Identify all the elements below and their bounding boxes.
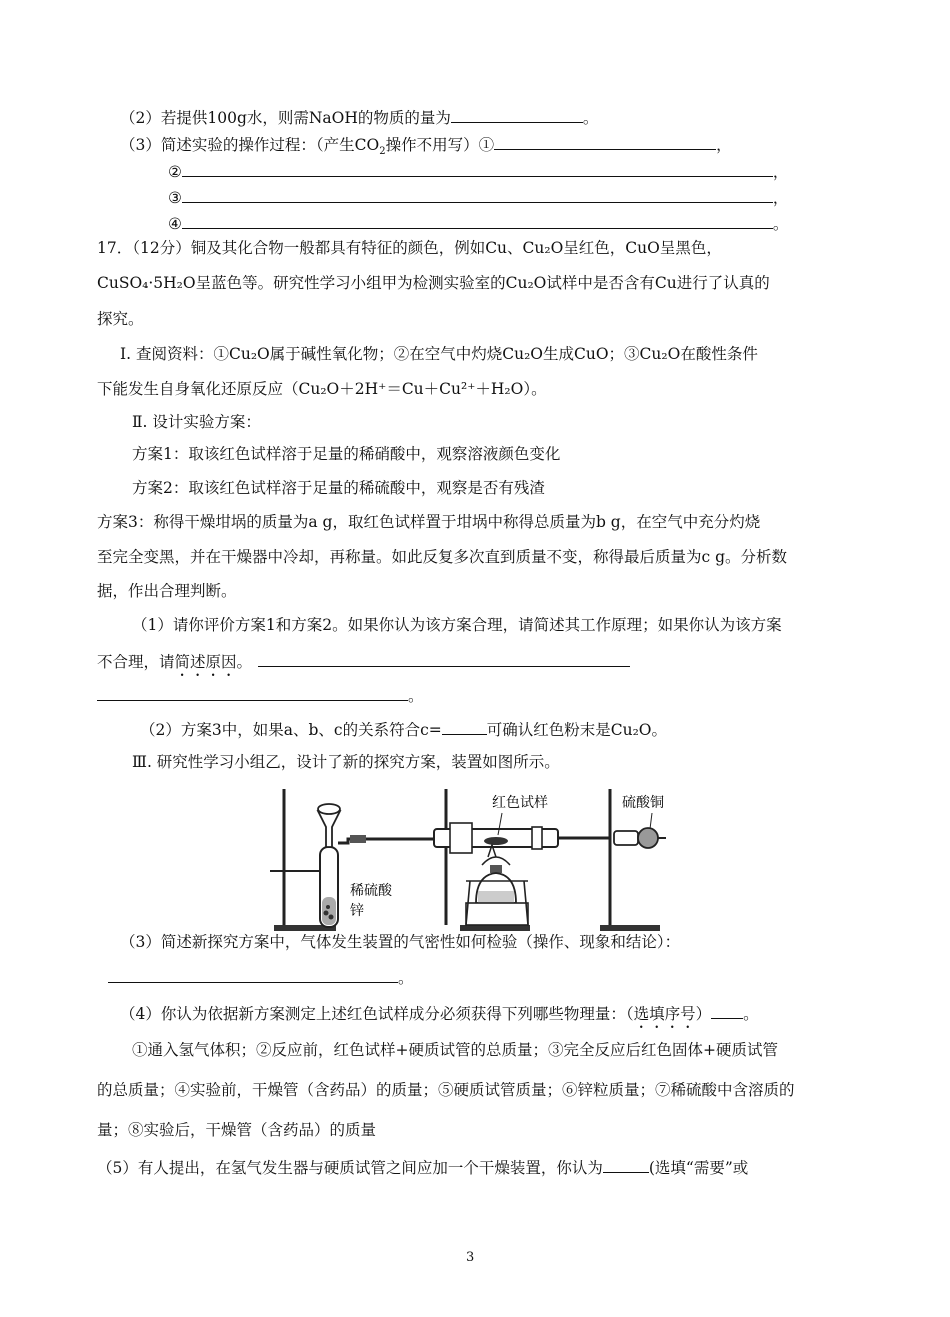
lamp-stand	[466, 903, 528, 925]
q17-section2-heading: Ⅱ. 设计实验方案：	[132, 413, 261, 431]
q17-plan3-line3: 据，作出合理判断。	[97, 582, 237, 600]
step-end: ，	[772, 163, 789, 181]
q17-q5	[97, 1156, 748, 1178]
label-red-sample: 红色试样	[492, 795, 548, 811]
q17-plan3-line2: 至完全变黑，并在干燥器中冷却，再称量。如此反复多次直到质量不变，称得最后质量为c g。分析数	[97, 548, 788, 566]
q17-plan1: 方案1：取该红色试样溶于足量的稀硝酸中，观察溶液颜色变化	[132, 445, 561, 463]
q1-end: 。	[408, 687, 424, 705]
q17-q3-line1: （3）简述新探究方案中，气体发生装置的气密性如何检验（操作、现象和结论）：	[120, 933, 681, 951]
step-end: 。	[772, 215, 789, 233]
q17-q2	[140, 718, 667, 740]
q16-part3-sub: 2	[379, 146, 386, 158]
q2-text: （2）方案3中，如果a、b、c的关系符合c=	[140, 721, 442, 739]
q17-plan3-line1: 方案3：称得干燥坩埚的质量为a g，取红色试样置于坩埚中称得总质量为b g，在空气中充分灼烧	[97, 513, 761, 531]
step-mark: ④	[168, 215, 182, 233]
page-number: 3	[466, 1250, 475, 1265]
q16-part2-blank[interactable]	[451, 106, 583, 123]
q16-step4	[168, 212, 788, 234]
q16-part3	[120, 133, 732, 158]
q17-q3-blank[interactable]	[108, 966, 398, 983]
q4-emphasis: 选填序号	[633, 1005, 696, 1023]
q5-end: (选填“需要”或	[648, 1159, 749, 1177]
apparatus-figure	[270, 785, 690, 933]
q16-step3-blank[interactable]	[182, 186, 773, 203]
q4-text: （4）你认为依据新方案测定上述红色试样成分必须获得下列哪些物理量：（	[120, 1005, 634, 1023]
q16-part2-text: （2）若提供100g水，则需NaOH的物质的量为	[120, 109, 451, 127]
q17-q5-blank[interactable]	[603, 1156, 649, 1173]
q16-step2	[168, 160, 788, 182]
q4-close: ）	[695, 1005, 712, 1023]
red-sample	[484, 837, 508, 845]
step-end: ，	[772, 189, 789, 207]
q5-text: （5）有人提出，在氢气发生器与硬质试管之间应加一个干燥装置，你认为	[97, 1159, 603, 1177]
step-mark: ②	[168, 163, 182, 181]
q17-q4	[120, 1002, 759, 1032]
q16-part3-mid: 操作不用写）①	[385, 136, 495, 154]
label-dilute-sulfuric-acid: 稀硫酸	[350, 883, 392, 899]
q16-step3	[168, 186, 788, 208]
q16-part2	[120, 106, 598, 128]
q17-q1-line1: （1）请你评价方案1和方案2。如果你认为该方案合理，请简述其工作原理；如果你认为该方案	[132, 616, 782, 634]
q16-part3-text: （3）简述实验的操作过程：（产生CO	[120, 136, 380, 154]
q17-intro-line3: 探究。	[97, 310, 144, 328]
q17-q4-options-line2: 的总质量；④实验前，干燥管（含药品）的质量；⑤硬质试管质量；⑥锌粒质量；⑦稀硫酸中含溶质的	[97, 1081, 795, 1099]
step-mark: ③	[168, 189, 182, 207]
q17-q3-line2	[108, 966, 414, 988]
q16-step4-blank[interactable]	[182, 212, 773, 229]
q3-end: 。	[398, 969, 414, 987]
q17-q1-line2	[97, 650, 630, 680]
q17-intro-line2: CuSO₄·5H₂O呈蓝色等。研究性学习小组甲为检测实验室的Cu₂O试样中是否含有Cu进行了认真的	[97, 274, 770, 292]
q17-q1-blank1[interactable]	[258, 650, 630, 667]
stand-base-3	[600, 925, 660, 931]
q16-part2-end: 。	[582, 109, 599, 127]
q17-section1-line2: 下能发生自身氧化还原反应（Cu₂O＋2H⁺＝Cu＋Cu²⁺＋H₂O）。	[97, 380, 547, 398]
label-copper-sulfate: 硫酸铜	[622, 795, 664, 811]
q17-q1-blank2[interactable]	[97, 684, 408, 701]
q17-q4-options-line3: 量；⑧实验后，干燥管（含药品）的质量	[97, 1121, 377, 1139]
q17-section1-line1: Ⅰ. 查阅资料：①Cu₂O属于碱性氧化物；②在空气中灼烧Cu₂O生成CuO；③Cu₂O在酸性条件	[120, 345, 758, 363]
q17-intro-line1: 17．（12分）铜及其化合物一般都具有特征的颜色，例如Cu、Cu₂O呈红色，CuO呈黑色，	[97, 239, 722, 257]
q1-text: 不合理，请	[97, 653, 175, 671]
q17-q4-blank[interactable]	[711, 1002, 743, 1019]
q1-period: 。	[236, 653, 253, 671]
q2-end: 可确认红色粉末是Cu₂O。	[486, 721, 668, 739]
label-zinc: 锌	[350, 903, 364, 919]
q17-section3-heading: Ⅲ. 研究性学习小组乙，设计了新的探究方案，装置如图所示。	[132, 753, 560, 771]
q17-q2-blank[interactable]	[442, 718, 487, 735]
drying-tube	[614, 831, 638, 845]
q1-emphasis: 简述原因	[174, 653, 237, 671]
acid-liquid	[322, 897, 336, 925]
q16-part3-end: ，	[716, 136, 732, 154]
stand-base-2	[460, 925, 530, 931]
q4-end: 。	[743, 1005, 759, 1023]
q16-step1-blank[interactable]	[494, 133, 716, 150]
q17-q1-line3	[97, 684, 424, 706]
separatory-funnel	[318, 811, 340, 847]
q16-step2-blank[interactable]	[182, 160, 773, 177]
q17-plan2: 方案2：取该红色试样溶于足量的稀硫酸中，观察是否有残渣	[132, 479, 545, 497]
q17-q4-options-line1: ①通入氢气体积；②反应前，红色试样+硬质试管的总质量；③完全反应后红色固体+硬质试管	[132, 1041, 778, 1059]
